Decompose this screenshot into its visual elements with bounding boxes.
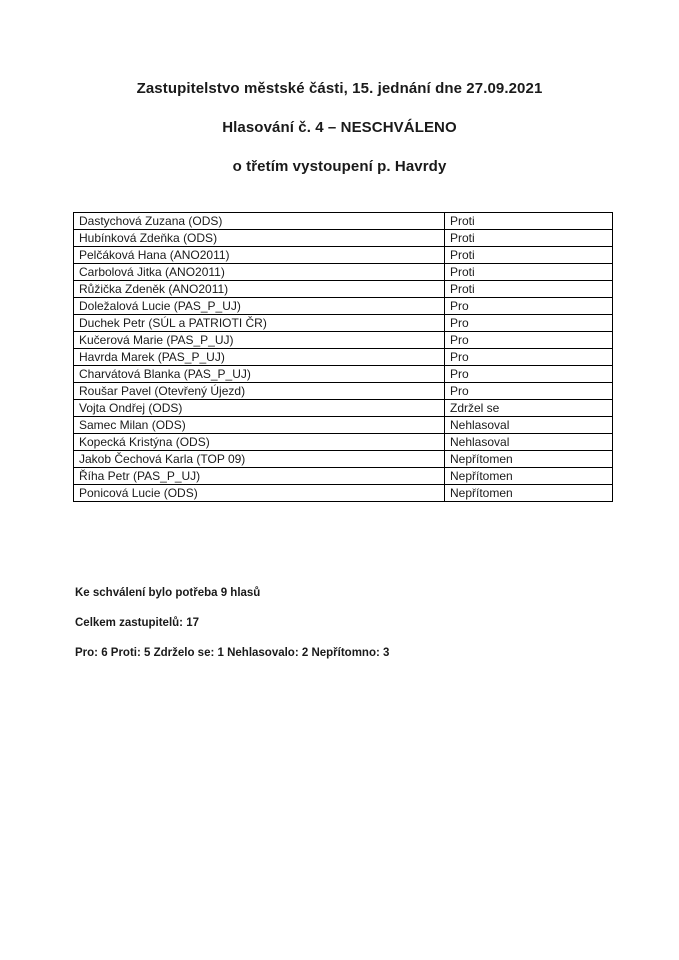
vote-result-cell: Nehlasoval — [445, 434, 613, 451]
vote-result-cell: Pro — [445, 332, 613, 349]
voter-name-cell: Jakob Čechová Karla (TOP 09) — [74, 451, 445, 468]
table-row — [74, 298, 613, 315]
table-row — [74, 332, 613, 349]
voter-name-cell: Ponicová Lucie (ODS) — [74, 485, 445, 502]
vote-table-body — [74, 213, 613, 502]
voter-name-cell: Říha Petr (PAS_P_UJ) — [74, 468, 445, 485]
table-row — [74, 451, 613, 468]
document-header — [0, 79, 679, 196]
voter-name-cell: Hubínková Zdeňka (ODS) — [74, 230, 445, 247]
document-title-meeting: Zastupitelstvo městské části, 15. jednání dne 27.09.2021 — [136, 80, 543, 97]
table-row — [74, 434, 613, 451]
voter-name-cell: Růžička Zdeněk (ANO2011) — [74, 281, 445, 298]
voter-name-cell: Kučerová Marie (PAS_P_UJ) — [74, 332, 445, 349]
vote-result-cell: Proti — [445, 230, 613, 247]
table-row — [74, 349, 613, 366]
note-required-votes: Ke schválení bylo potřeba 9 hlasů — [75, 587, 261, 599]
vote-result-cell: Nepřítomen — [445, 451, 613, 468]
voter-name-cell: Doležalová Lucie (PAS_P_UJ) — [74, 298, 445, 315]
note-vote-counts: Pro: 6 Proti: 5 Zdrželo se: 1 Nehlasovalo: 2 Nepřítomno: 3 — [75, 647, 390, 659]
table-row — [74, 213, 613, 230]
voter-name-cell: Vojta Ondřej (ODS) — [74, 400, 445, 417]
voter-name-cell: Carbolová Jitka (ANO2011) — [74, 264, 445, 281]
table-row — [74, 383, 613, 400]
voter-name-cell: Duchek Petr (SÚL a PATRIOTI ČR) — [74, 315, 445, 332]
note-total-members: Celkem zastupitelů: 17 — [75, 617, 199, 629]
voter-name-cell: Charvátová Blanka (PAS_P_UJ) — [74, 366, 445, 383]
voter-name-cell: Havrda Marek (PAS_P_UJ) — [74, 349, 445, 366]
vote-result-cell: Zdržel se — [445, 400, 613, 417]
vote-result-cell: Nehlasoval — [445, 417, 613, 434]
vote-result-cell: Pro — [445, 349, 613, 366]
vote-result-cell: Proti — [445, 247, 613, 264]
table-row — [74, 468, 613, 485]
table-row — [74, 264, 613, 281]
vote-result-cell: Pro — [445, 383, 613, 400]
table-row — [74, 366, 613, 383]
table-row — [74, 230, 613, 247]
vote-result-cell: Pro — [445, 315, 613, 332]
voter-name-cell: Dastychová Zuzana (ODS) — [74, 213, 445, 230]
table-row — [74, 400, 613, 417]
voter-name-cell: Kopecká Kristýna (ODS) — [74, 434, 445, 451]
document-title-subject: o třetím vystoupení p. Havrdy — [232, 158, 447, 175]
voter-name-cell: Samec Milan (ODS) — [74, 417, 445, 434]
table-row — [74, 485, 613, 502]
vote-result-cell: Proti — [445, 281, 613, 298]
table-row — [74, 417, 613, 434]
voter-name-cell: Roušar Pavel (Otevřený Újezd) — [74, 383, 445, 400]
voter-name-cell: Pelčáková Hana (ANO2011) — [74, 247, 445, 264]
table-row — [74, 315, 613, 332]
table-row — [74, 281, 613, 298]
document-title-vote-result: Hlasování č. 4 – NESCHVÁLENO — [222, 119, 457, 136]
vote-result-cell: Proti — [445, 264, 613, 281]
table-row — [74, 247, 613, 264]
vote-result-cell: Pro — [445, 366, 613, 383]
vote-result-cell: Nepřítomen — [445, 468, 613, 485]
vote-result-cell: Nepřítomen — [445, 485, 613, 502]
vote-table — [73, 212, 613, 502]
vote-result-cell: Proti — [445, 213, 613, 230]
summary-notes — [75, 586, 389, 676]
vote-result-cell: Pro — [445, 298, 613, 315]
